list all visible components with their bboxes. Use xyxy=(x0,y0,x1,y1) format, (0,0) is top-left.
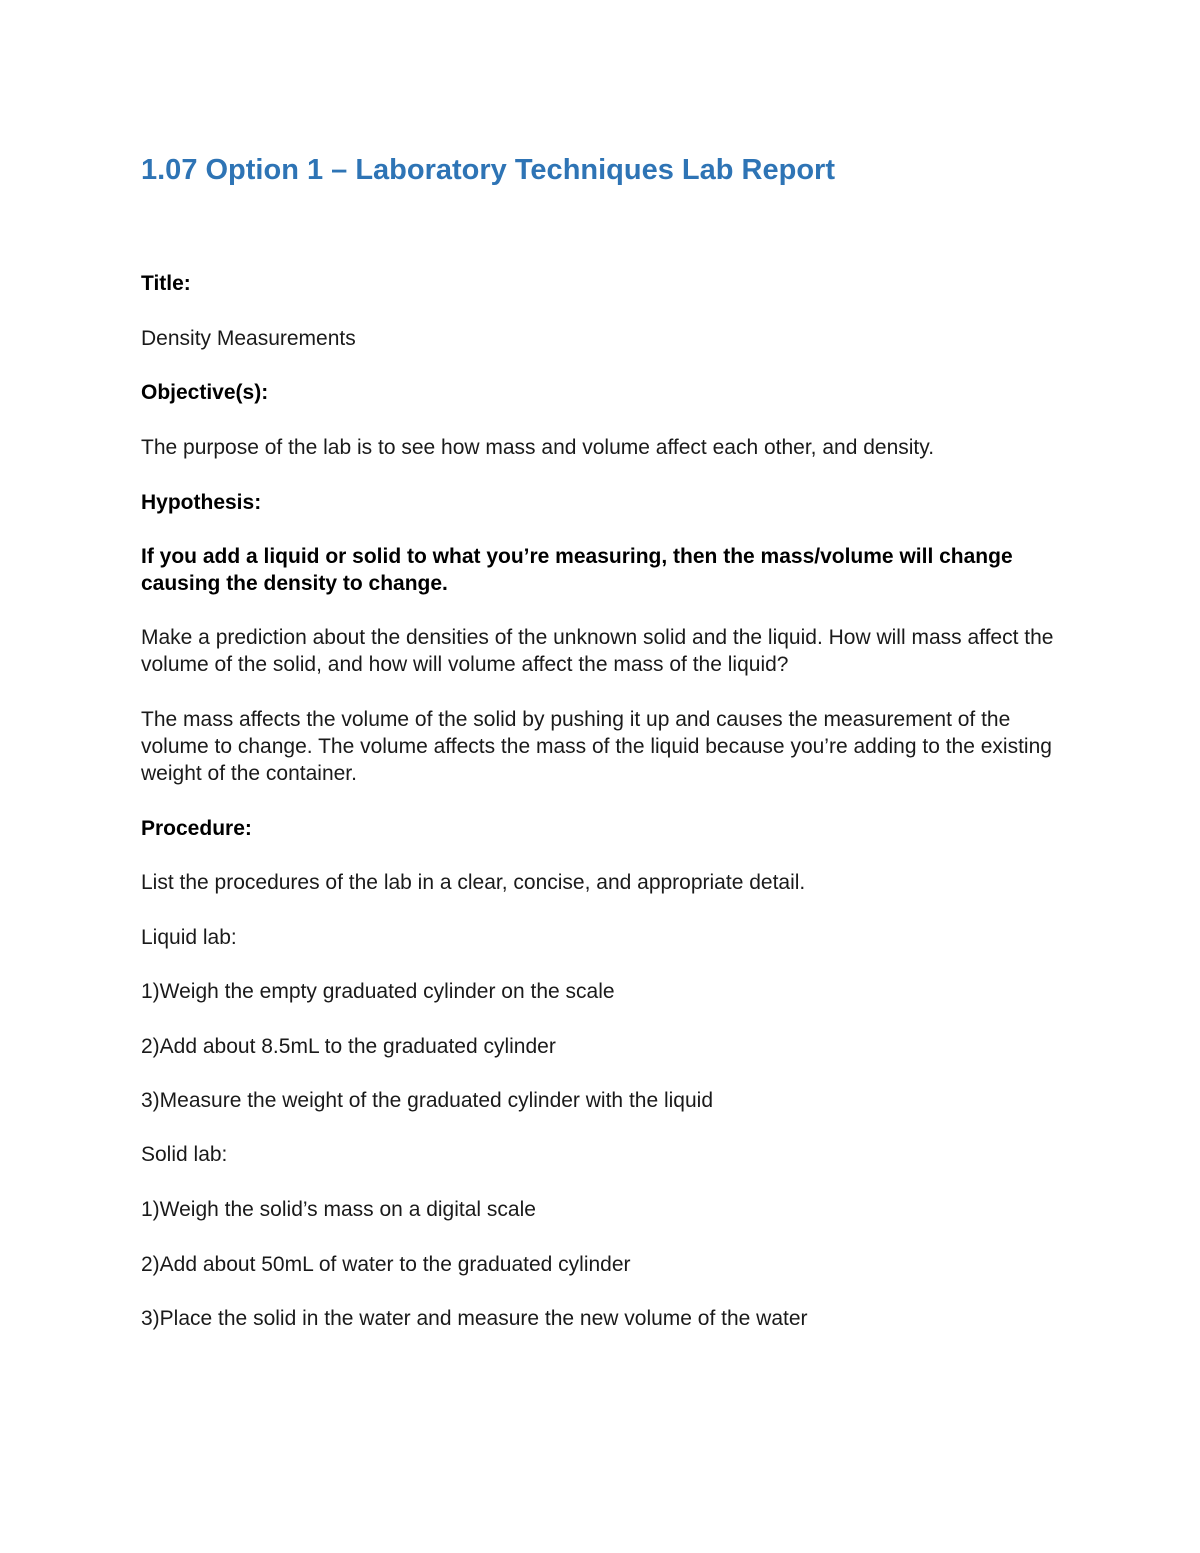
list-item: 2)Add about 8.5mL to the graduated cylinder xyxy=(141,1035,556,1058)
objective-text: The purpose of the lab is to see how mass and volume affect each other, and density. xyxy=(141,436,935,459)
hypothesis-heading: Hypothesis: xyxy=(141,491,262,514)
solid-lab-label: Solid lab: xyxy=(141,1143,228,1166)
title-text: Density Measurements xyxy=(141,327,356,350)
list-item: 3)Measure the weight of the graduated cylinder with the liquid xyxy=(141,1089,714,1112)
list-item: 3)Place the solid in the water and measure the new volume of the water xyxy=(141,1307,808,1330)
prediction-prompt: Make a prediction about the densities of the unknown solid and the liquid. How will mass affect the volume of the solid, and how will volume affect the mass of the liquid? xyxy=(141,626,1054,676)
list-item: 1)Weigh the solid’s mass on a digital scale xyxy=(141,1198,536,1221)
list-item: 2)Add about 50mL of water to the graduated cylinder xyxy=(141,1253,631,1276)
liquid-lab-label: Liquid lab: xyxy=(141,926,237,949)
procedure-heading: Procedure: xyxy=(141,817,252,840)
hypothesis-statement: If you add a liquid or solid to what you’re measuring, then the mass/volume will change causing the density to change. xyxy=(141,545,1013,595)
title-heading: Title: xyxy=(141,272,191,295)
objective-heading: Objective(s): xyxy=(141,381,269,404)
document-title: 1.07 Option 1 – Laboratory Techniques Lab Report xyxy=(141,154,835,186)
procedure-prompt: List the procedures of the lab in a clear, concise, and appropriate detail. xyxy=(141,871,806,894)
prediction-answer: The mass affects the volume of the solid by pushing it up and causes the measurement of the volume to change. The volume affects the mass of the liquid because you’re adding to the existing weight of the container. xyxy=(141,708,1052,785)
list-item: 1)Weigh the empty graduated cylinder on the scale xyxy=(141,980,615,1003)
